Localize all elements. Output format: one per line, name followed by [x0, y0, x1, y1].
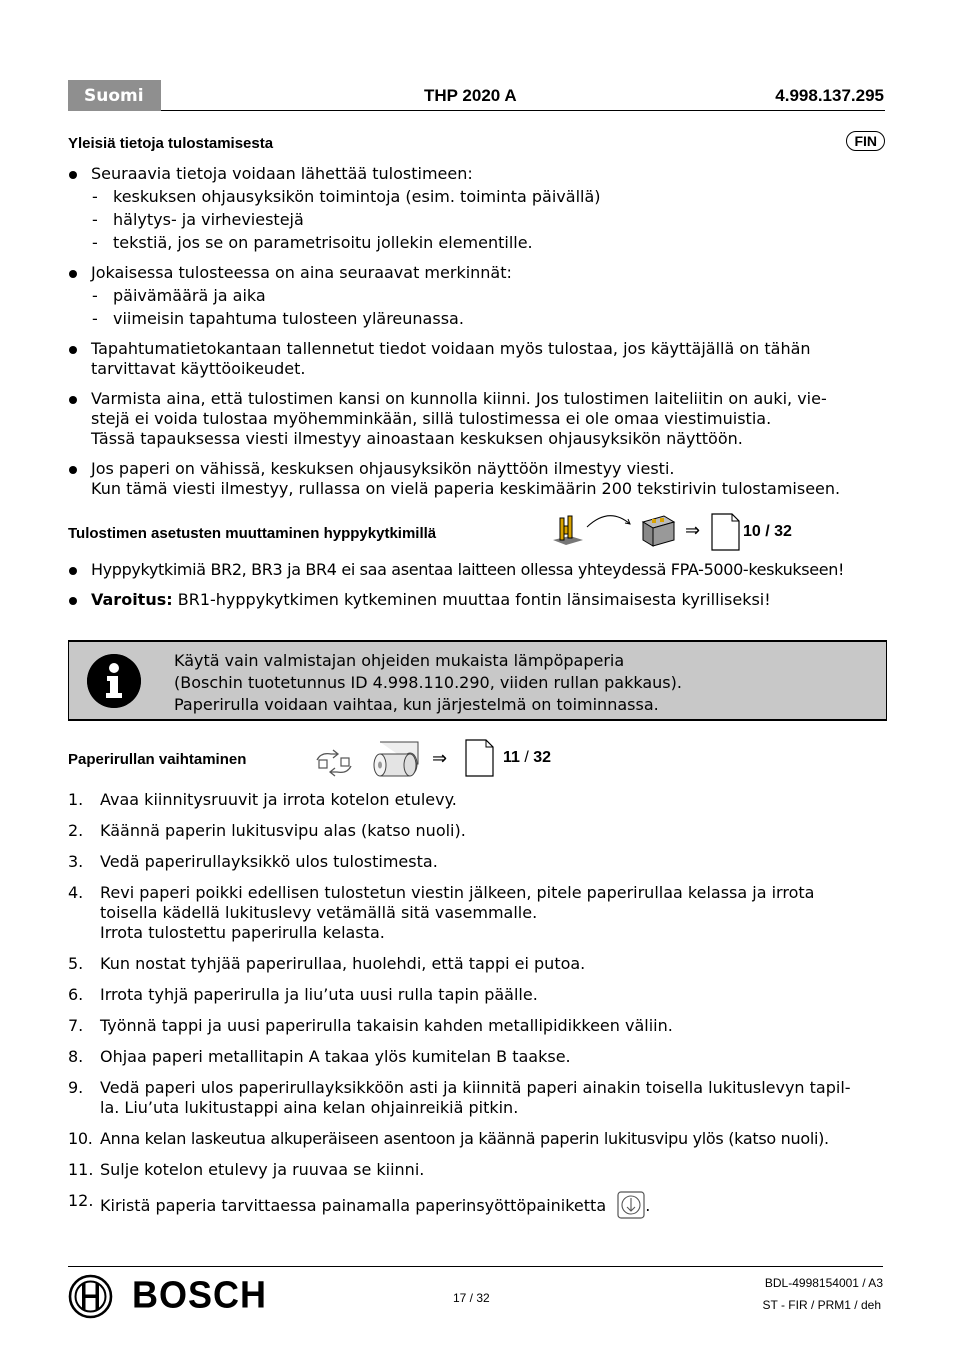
list-item: Hyppykytkimiä BR2, BR3 ja BR4 ei saa asentaa laitteen ollessa yhteydessä FPA-5000-keskukseen! [68, 560, 898, 580]
sub-item: - päivämäärä ja aika [91, 286, 888, 306]
arrow-icon: ⇒ [432, 748, 448, 769]
list-item: 10. Anna kelan laskeutua alkuperäiseen asentoon ja käännä paperin lukitusvipu ylös (katso nuoli). [68, 1129, 829, 1148]
page-reference-icon [709, 512, 741, 552]
doc-number: 4.998.137.295 [775, 86, 884, 105]
list-item: Varmista aina, että tulostimen kansi on kunnolla kiinni. Jos tulostimen laiteliitin on auki, vie- stejä ei voida tulostaa myöhemminkään, sillä tulostimessa ei ole omaa viestimuistia. Tässä tapauksessa viesti ilmestyy ainoastaan keskuksen ohjausyksikön näyttöön. [68, 389, 888, 449]
curved-arrow-icon [584, 510, 634, 530]
paper-roll-steps [68, 790, 898, 1230]
list-item: 9. Vedä paperi ulos paperirullayksikköön asti ja kiinnitä paperi ainakin toisella lukituslevyn tapil- la. Liu’uta lukitustappi aina kelan ohjainreikiä pitkin. [68, 1078, 851, 1117]
section-title-jumpers: Tulostimen asetusten muuttaminen hyppykytkimillä [68, 525, 437, 542]
header-rule [161, 110, 885, 111]
footer-rule [68, 1266, 883, 1267]
section-title-paper-roll: Paperirullan vaihtaminen [68, 751, 247, 768]
list-item: 3. Vedä paperirullayksikkö ulos tulostimesta. [68, 852, 438, 871]
list-item: Jos paperi on vähissä, keskuksen ohjausyksikön näyttöön ilmestyy viesti. Kun tämä viesti ilmestyy, rullassa on vielä paperia keskimäärin 200 tekstirivin tulostamiseen. [68, 459, 888, 499]
doc-id: BDL-4998154001 / A3 [764, 1276, 883, 1290]
page-reference: 11 / 32 [503, 749, 552, 766]
list-item: Varoitus: BR1-hyppykytkimen kytkeminen muuttaa fontin länsimaisesta kyrilliseksi! [68, 590, 898, 610]
list-item: 7. Työnnä tappi ja uusi paperirulla takaisin kahden metallipidikkeen väliin. [68, 1016, 673, 1035]
list-item: Tapahtumatietokantaan tallennetut tiedot voidaan myös tulostaa, jos käyttäjällä on tähän tarvittavat käyttöoikeudet. [68, 339, 888, 379]
country-badge: FIN [846, 131, 885, 151]
brand-name: BOSCH [132, 1272, 268, 1316]
info-icon [87, 654, 141, 708]
paper-roll-icon [368, 740, 422, 780]
list-item: Jokaisessa tulosteessa on aina seuraavat merkinnät: - päivämäärä ja aika - viimeisin tapahtuma tulosteen yläreunassa. [68, 263, 888, 329]
printing-info-list [68, 164, 888, 509]
printer-device-icon [640, 512, 676, 550]
page-number: 17 / 32 [453, 1291, 490, 1305]
list-item: Seuraavia tietoja voidaan lähettää tulostimeen: - keskuksen ohjausyksikön toimintoja (esim. toiminta päivällä) - hälytys- ja virheviestejä - tekstiä, jos se on parametrisoitu jollekin elementille. [68, 164, 888, 253]
sub-item: - viimeisin tapahtuma tulosteen yläreunassa. [91, 309, 888, 329]
sub-item: - tekstiä, jos se on parametrisoitu jollekin elementille. [91, 233, 888, 253]
list-item: 12. Kiristä paperia tarvittaessa painamalla paperinsyöttöpainiketta . [68, 1191, 898, 1219]
page-reference: 10 / 32 [743, 523, 792, 540]
list-item: 2. Käännä paperin lukitusvipu alas (katso nuoli). [68, 821, 466, 840]
swap-arrows-icon [313, 748, 355, 778]
list-item: 11. Sulje kotelon etulevy ja ruuvaa se kiinni. [68, 1160, 425, 1179]
arrow-icon: ⇒ [685, 520, 701, 541]
doc-code: ST - FIR / PRM1 / deh [762, 1298, 881, 1312]
sub-item: - keskuksen ohjausyksikön toimintoja (esim. toiminta päivällä) [91, 187, 888, 207]
paper-feed-button-icon [617, 1191, 645, 1219]
list-item: 5. Kun nostat tyhjää paperirullaa, huolehdi, että tappi ei putoa. [68, 954, 586, 973]
list-item: 6. Irrota tyhjä paperirulla ja liu’uta uusi rulla tapin päälle. [68, 985, 538, 1004]
model-title: THP 2020 A [424, 86, 517, 105]
warning-label: Varoitus: [91, 590, 173, 609]
bosch-logo-icon [68, 1274, 113, 1319]
language-label: Suomi [68, 80, 161, 111]
sub-item: - hälytys- ja virheviestejä [91, 210, 888, 230]
info-box [68, 640, 887, 721]
info-text: Käytä vain valmistajan ohjeiden mukaista lämpöpaperia (Boschin tuotetunnus ID 4.998.110.290, viiden rullan pakkaus). Paperirulla voidaan vaihtaa, kun järjestelmä on toiminnassa. [174, 651, 682, 714]
list-item: 1. Avaa kiinnitysruuvit ja irrota kotelon etulevy. [68, 790, 457, 809]
jumper-notes-list [68, 560, 898, 620]
section-title-printing: Yleisiä tietoja tulostamisesta [68, 135, 274, 152]
list-item: 8. Ohjaa paperi metallitapin A takaa ylös kumitelan B taakse. [68, 1047, 571, 1066]
list-item: 4. Revi paperi poikki edellisen tulostetun viestin jälkeen, pitele paperirullaa kelassa ja irrota toisella kädellä lukituslevy vetämällä sitä vasemmalle. Irrota tulostettu paperirulla kelasta. [68, 883, 815, 942]
jumper-icon [550, 512, 586, 548]
page-reference-icon [463, 738, 495, 778]
